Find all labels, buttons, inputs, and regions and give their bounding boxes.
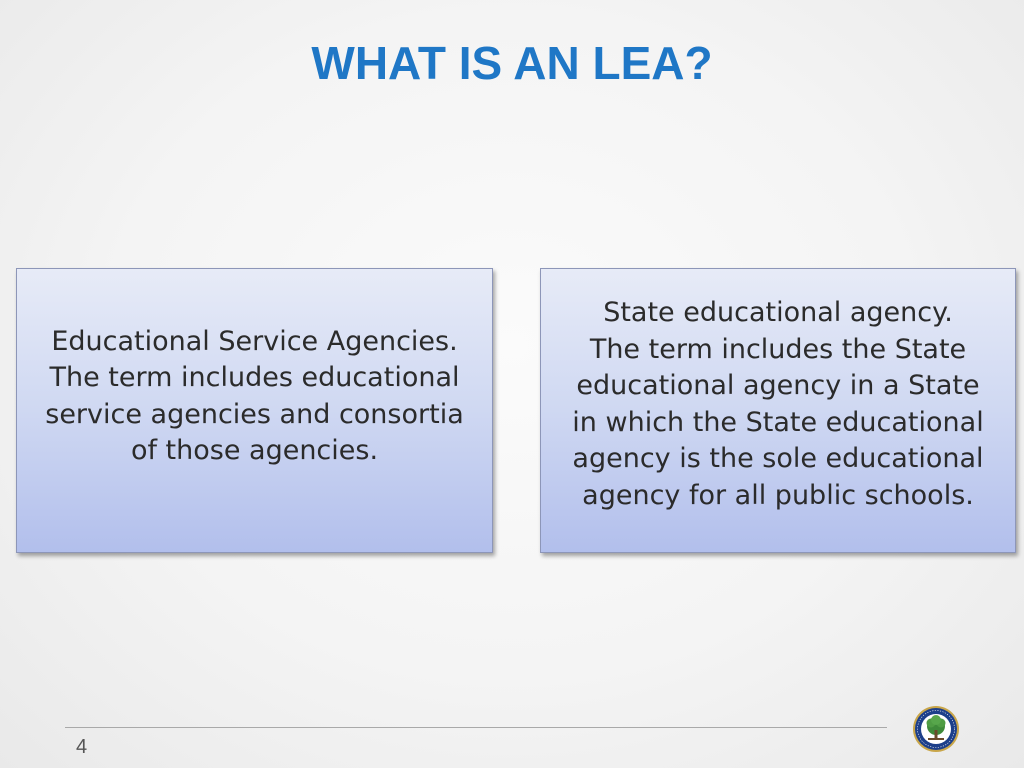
page-number: 4 [76, 736, 88, 758]
slide-title: WHAT IS AN LEA? [311, 37, 713, 89]
box-text: Educational Service Agencies. The term includes educational service agencies and consortia of those agencies. [45, 325, 464, 466]
department-seal-icon [912, 705, 960, 753]
content-box-state-educational-agency [540, 268, 1016, 553]
footer-divider [65, 727, 887, 728]
box-text: State educational agency. The term includes the State educational agency in a State in which the State educational agency is the sole educational agency for all public schools. [572, 297, 984, 511]
content-box-educational-service-agencies [16, 268, 493, 553]
